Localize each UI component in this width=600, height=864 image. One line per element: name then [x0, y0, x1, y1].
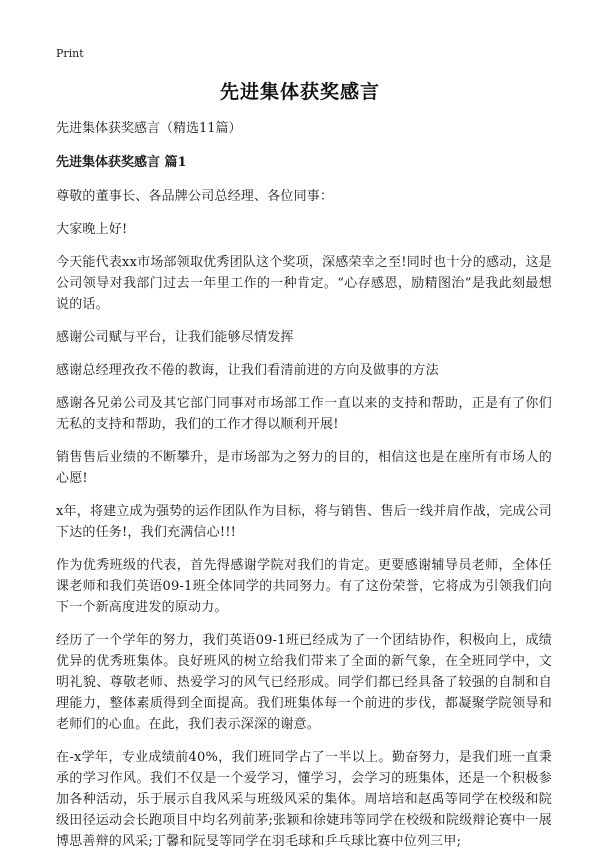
paragraph: 经历了一个学年的努力，我们英语09-1班已经成为了一个团结协作，积极向上，成绩优异的优秀班集体。良好班风的树立给我们带来了全面的新气象，在全班同学中，文明礼貌、尊敬老师、热爱学习的风气已经形成。同学们都已经具备了较强的自制和自理能力，整体素质得到全面提高。我们班集体每一个前进的步伐，都凝聚学院领导和老师们的心血。在此，我们表示深深的谢意。 — [56, 633, 552, 732]
paragraph: 作为优秀班级的代表，首先得感谢学院对我们的肯定。更要感谢辅导员老师，全体任课老师和我们英语09-1班全体同学的共同努力。有了这份荣誉，它将成为引领我们向下一个新高度进发的原动力。 — [56, 558, 552, 615]
document-subtitle: 先进集体获奖感言（精选11篇） — [56, 121, 242, 136]
paragraph: 感谢公司赋与平台，让我们能够尽情发挥 — [56, 330, 294, 345]
paragraph-salutation: 尊敬的董事长、各品牌公司总经理、各位同事： — [56, 189, 334, 204]
paragraph: 感谢总经理孜孜不倦的教诲，让我们看清前进的方向及做事的方法 — [56, 363, 439, 378]
section-heading: 先进集体获奖感言 篇1 — [56, 155, 187, 170]
paragraph: 今天能代表xx市场部领取优秀团队这个奖项，深感荣幸之至!同时也十分的感动，这是公司领导对我部门过去一年里工作的一种肯定。“心存感恩，励精图治”是我此刻最想说的话。 — [56, 255, 552, 312]
document-body — [56, 118, 552, 864]
paragraph: 感谢各兄弟公司及其它部门同事对市场部工作一直以来的支持和帮助，正是有了你们无私的支持和帮助，我们的工作才得以顺利开展! — [56, 396, 552, 432]
paragraph: x年，将建立成为强势的运作团队作为目标，将与销售、售后一线并肩作战，完成公司下达的任务!，我们充满信心!!! — [56, 504, 552, 540]
page-title: 先进集体获奖感言 — [219, 81, 380, 103]
paragraph: 销售售后业绩的不断攀升，是市场部为之努力的目的，相信这也是在座所有市场人的心愿! — [56, 450, 552, 486]
paragraph: 在-x学年，专业成绩前40%，我们班同学占了一半以上。勤奋努力，是我们班一直秉承的学习作风。我们不仅是一个爱学习，懂学习，会学习的班集体，还是一个积极参加各种活动，乐于展示自我风采与班级风采的集体。周培培和赵禹等同学在校级和院级田径运动会长跑项目中均名列前茅;张颖和徐婕玮等同学在校级和院级辩论赛中一展博思善辩的风采;丁馨和阮旻等同学在羽毛球和乒乓球比赛中位列三甲; — [56, 750, 552, 849]
paragraph-greeting: 大家晚上好! — [56, 222, 128, 237]
print-link[interactable]: Print — [56, 47, 84, 60]
